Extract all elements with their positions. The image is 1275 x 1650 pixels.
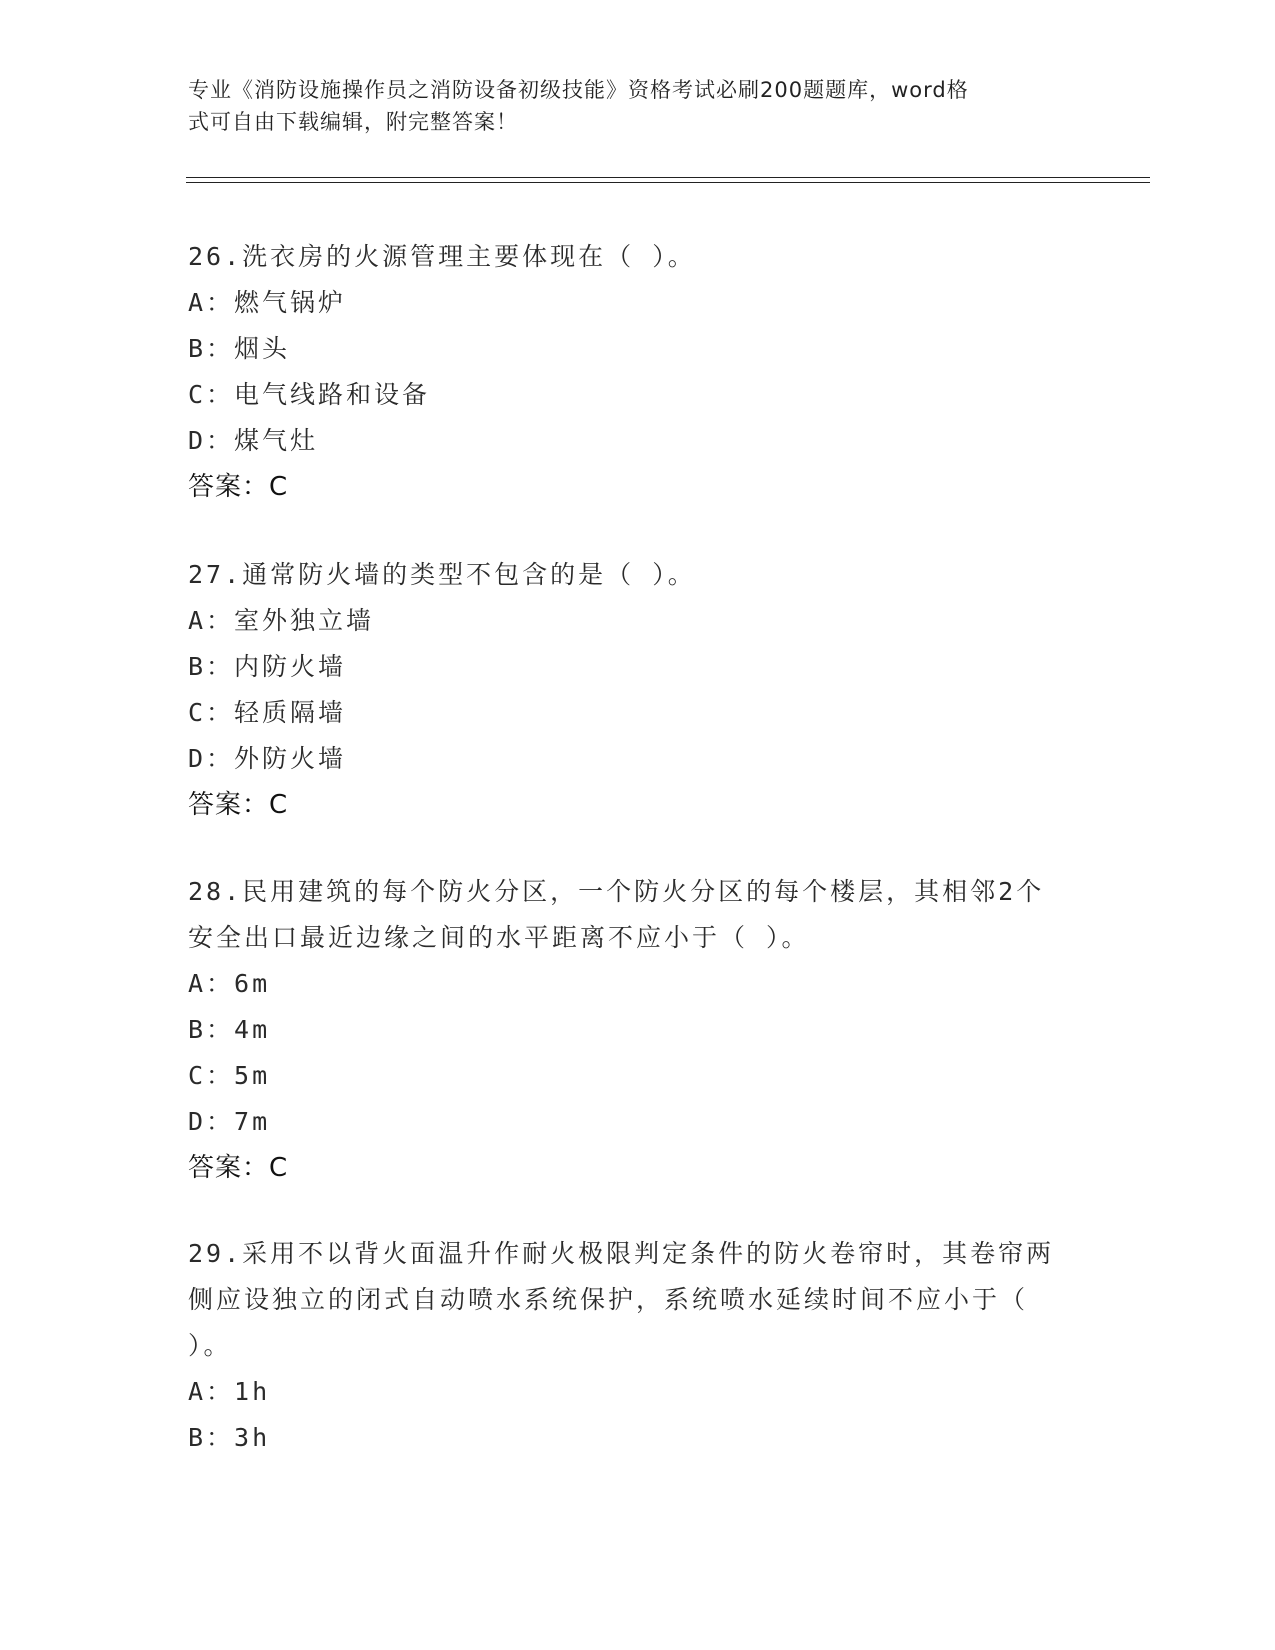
option-b: B：3h (188, 1423, 271, 1452)
answer-line: 答案：C (188, 472, 289, 502)
option-d: D：煤气灶 (188, 426, 319, 455)
question-27 (188, 552, 1088, 828)
option-a: A：室外独立墙 (188, 606, 375, 635)
question-stem-line-1: 29.采用不以背火面温升作耐火极限判定条件的防火卷帘时，其卷帘两 (188, 1239, 1055, 1268)
question-28 (188, 869, 1088, 1191)
question-stem-line-1: 28.民用建筑的每个防火分区，一个防火分区的每个楼层，其相邻2个 (188, 877, 1045, 906)
answer-line: 答案：C (188, 1153, 289, 1183)
question-29 (188, 1231, 1088, 1461)
question-stem: 26.洗衣房的火源管理主要体现在（ ）。 (188, 242, 696, 271)
header-divider-bottom (186, 182, 1150, 183)
answer-line: 答案：C (188, 790, 289, 820)
option-c: C：电气线路和设备 (188, 380, 431, 409)
document-header (188, 74, 1068, 138)
header-line-1: 专业《消防设施操作员之消防设备初级技能》资格考试必刷200题题库，word格 (188, 78, 969, 102)
question-stem-line-2: 安全出口最近边缘之间的水平距离不应小于（ ）。 (188, 923, 810, 952)
option-d: D：外防火墙 (188, 744, 347, 773)
option-a: A：燃气锅炉 (188, 288, 347, 317)
option-a: A：6m (188, 969, 271, 998)
option-c: C：轻质隔墙 (188, 698, 347, 727)
question-stem-line-3: ）。 (188, 1331, 232, 1360)
option-a: A：1h (188, 1377, 271, 1406)
header-line-2: 式可自由下载编辑，附完整答案！ (188, 110, 518, 134)
question-stem-line-2: 侧应设独立的闭式自动喷水系统保护，系统喷水延续时间不应小于（ (188, 1285, 1029, 1314)
question-stem: 27.通常防火墙的类型不包含的是（ ）。 (188, 560, 696, 589)
question-26 (188, 234, 1088, 510)
option-c: C：5m (188, 1061, 271, 1090)
option-b: B：烟头 (188, 334, 291, 363)
option-b: B：4m (188, 1015, 271, 1044)
option-b: B：内防火墙 (188, 652, 347, 681)
option-d: D：7m (188, 1107, 271, 1136)
header-divider-top (186, 177, 1150, 178)
